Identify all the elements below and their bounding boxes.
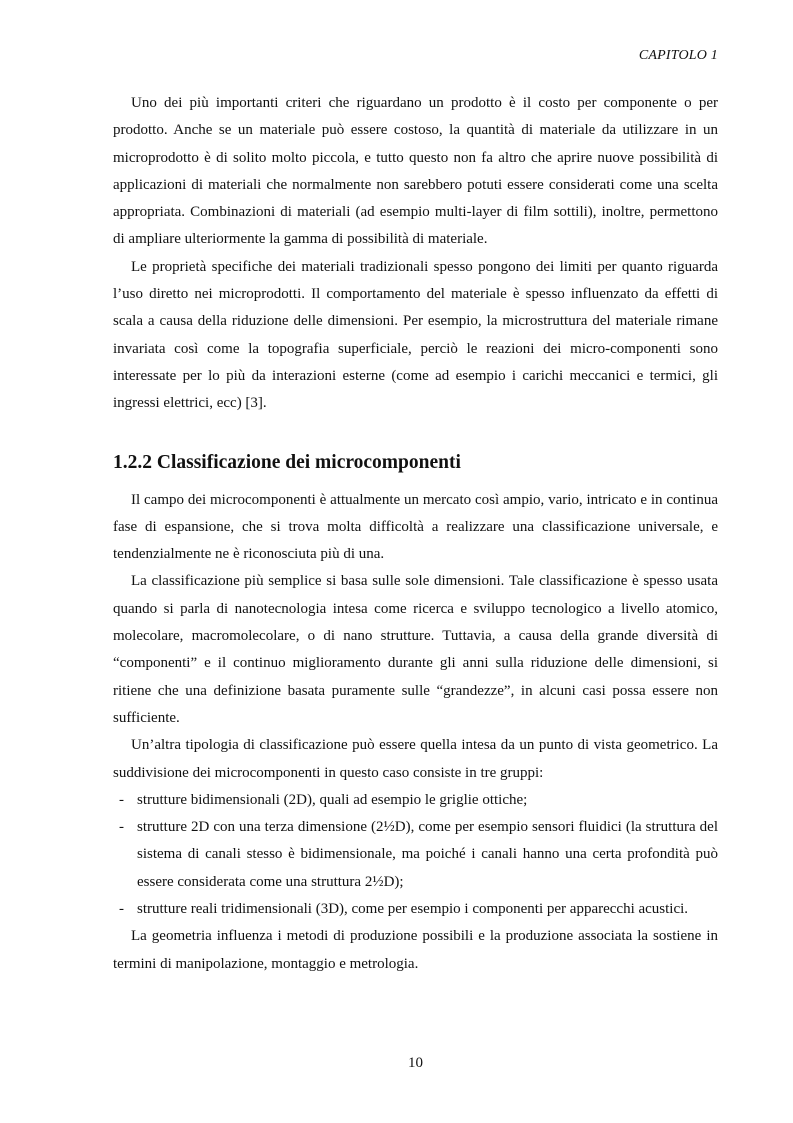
paragraph-cost: Uno dei più importanti criteri che riguardano un prodotto è il costo per componente o per prodotto. Anche se un materiale può essere costoso, la quantità di materiale da utilizzare in un microprodotto è di solito molto piccola, e tutto questo non fa altro che aprire nuove possibilità di applicazioni di materiali che normalmente non sarebbero potuti essere considerati come una scelta appropriata. Combinazioni di materiali (ad esempio multi-layer di film sottili), inoltre, permettono di ampliare ulteriormente la gamma di possibilità di materiale. <box>113 95 718 248</box>
list-bullet: - <box>119 819 124 836</box>
list-item <box>113 814 718 896</box>
paragraph-geometric-classification: Un’altra tipologia di classificazione può essere quella intesa da un punto di vista geometrico. La suddivisione dei microcomponenti in questo caso consiste in tre gruppi: <box>113 737 718 781</box>
list-bullet: - <box>119 791 124 808</box>
body-text <box>113 90 718 978</box>
geometry-list <box>113 787 718 923</box>
page-number: 10 <box>408 1055 423 1071</box>
paragraph-field: Il campo dei microcomponenti è attualmente un mercato così ampio, vario, intricato e in continua fase di espansione, che si trova molta difficoltà a realizzare una classificazione universale, e tendenzialmente ne è riconosciuta più di una. <box>113 491 718 563</box>
paragraph-dimension-classification: La classificazione più semplice si basa sulle sole dimensioni. Tale classificazione è spesso usata quando si parla di nanotecnologia intesa come ricerca e sviluppo tecnologico a livello atomico, molecolare, macromolecolare, o di nano strutture. Tuttavia, a causa della grande diversità di “componenti” e il continuo miglioramento durante gli anni sulla riduzione delle dimensioni, si ritiene che una definizione basata puramente sulle “grandezze”, in alcuni casi possa essere non sufficiente. <box>113 573 718 726</box>
paragraph-closing: La geometria influenza i metodi di produzione possibili e la produzione associata la sostiene in termini di manipolazione, montaggio e metrologia. <box>113 928 718 972</box>
list-item-text: strutture bidimensionali (2D), quali ad esempio le griglie ottiche; <box>137 791 528 808</box>
list-item <box>113 787 718 814</box>
list-item <box>113 896 718 923</box>
list-item-text: strutture 2D con una terza dimensione (2½D), come per esempio sensori fluidici (la struttura del sistema di canali stesso è bidimensionale, ma poiché i canali hanno una certa profondità può essere considerata come una struttura 2½D); <box>137 819 718 890</box>
section-title: 1.2.2 Classificazione dei microcomponenti <box>113 451 461 473</box>
document-page <box>113 0 718 1123</box>
chapter-header: CAPITOLO 1 <box>638 48 718 63</box>
list-bullet: - <box>119 901 124 918</box>
paragraph-material-properties: Le proprietà specifiche dei materiali tradizionali spesso pongono dei limiti per quanto riguarda l’uso diretto nei microprodotti. Il comportamento del materiale è spesso influenzato da effetti di scala a causa della riduzione delle dimensioni. Per esempio, la microstruttura del materiale rimane invariata così come la topografia superficiale, perciò le reazioni dei micro-componenti sono interessate per lo più da interazioni esterne (come ad esempio i carichi meccanici e termici, gli ingressi elettrici, ecc) [3]. <box>113 258 718 412</box>
list-item-text: strutture reali tridimensionali (3D), come per esempio i componenti per apparecchi acustici. <box>137 901 689 918</box>
